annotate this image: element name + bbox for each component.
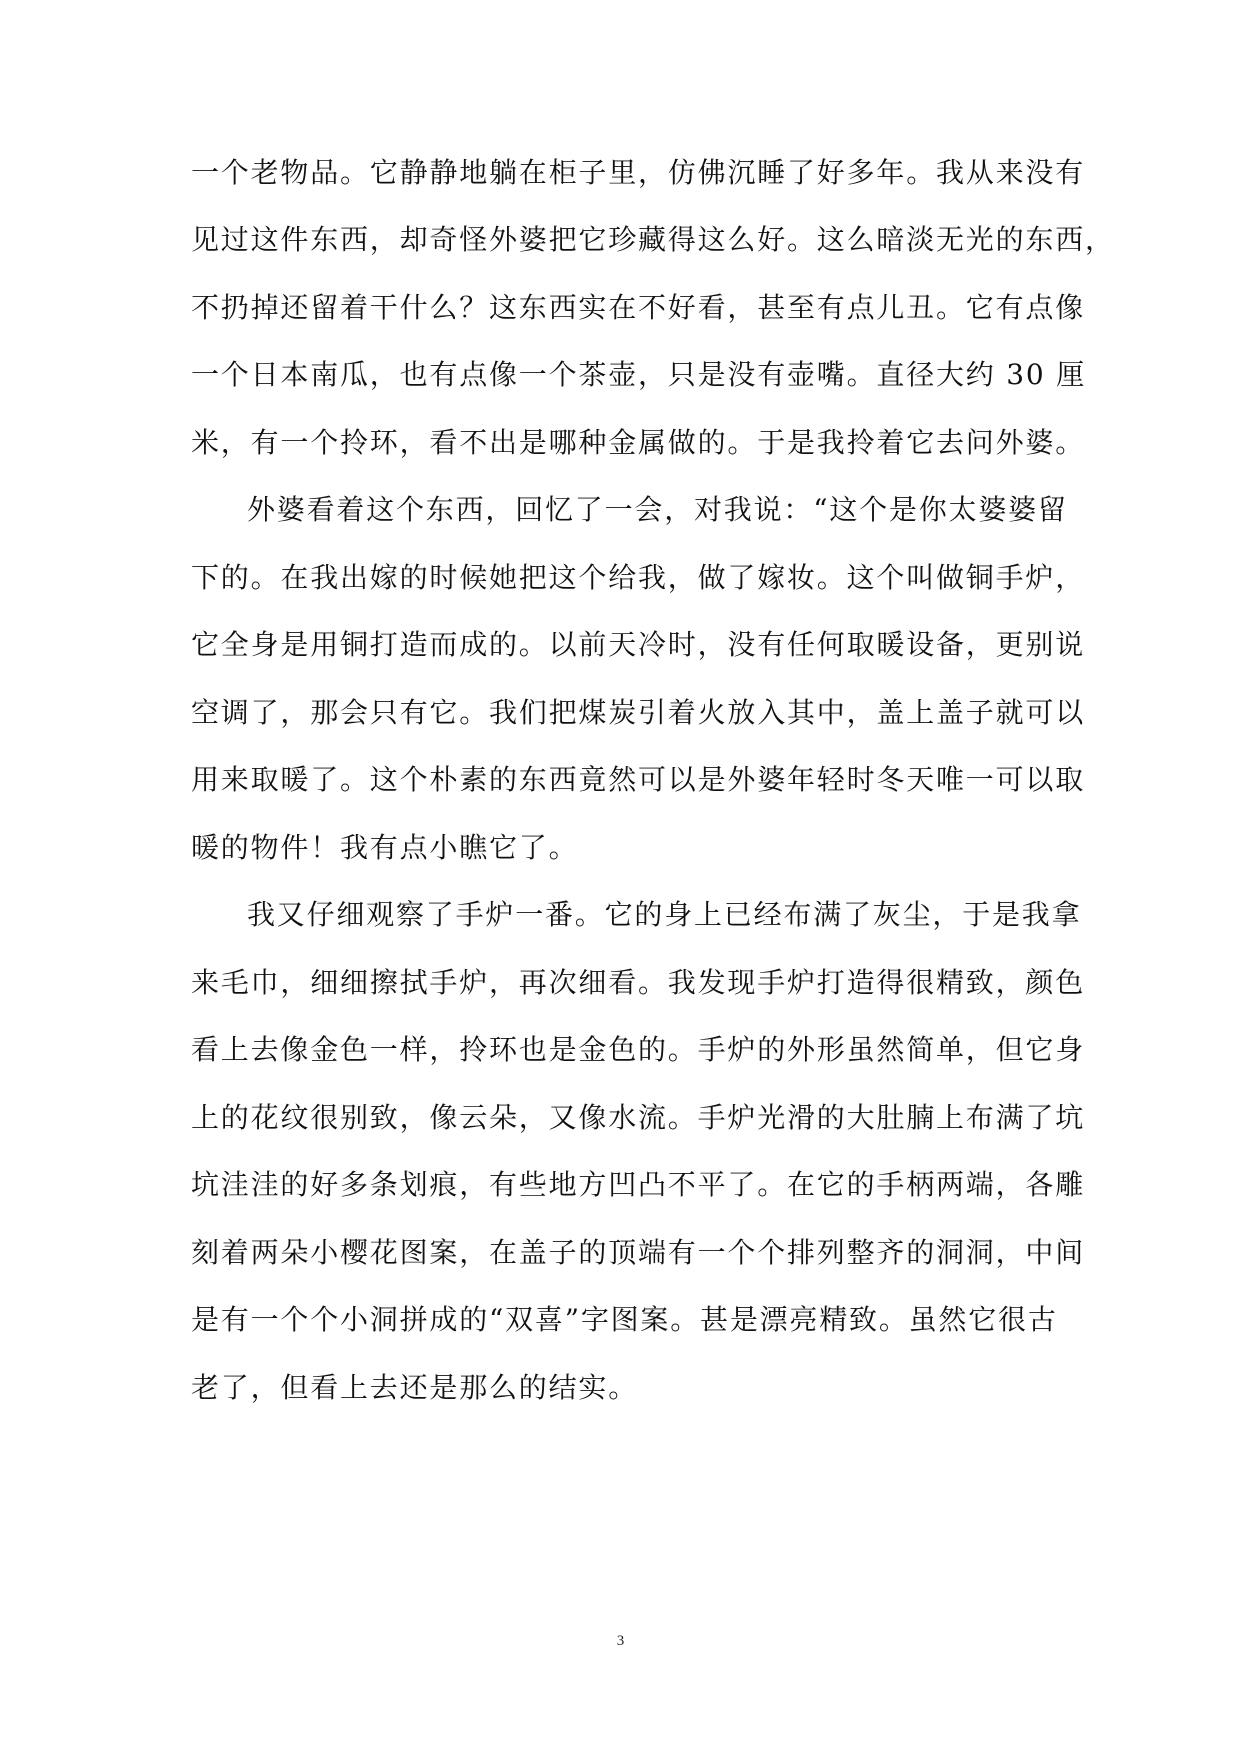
text-line: 看上去像金色一样，拎环也是金色的。手炉的外形虽然简单，但它身: [191, 1033, 1086, 1066]
text-line: 下的。在我出嫁的时候她把这个给我，做了嫁妆。这个叫做铜手炉，: [191, 561, 1086, 594]
text-line: 来毛巾，细细擦拭手炉，再次细看。我发现手炉打造得很精致，颜色: [191, 966, 1086, 999]
text-line: 米，有一个拎环，看不出是哪种金属做的。于是我拎着它去问外婆。: [191, 426, 1086, 459]
text-line: 见过这件东西，却奇怪外婆把它珍藏得这么好。这么暗淡无光的东西，: [191, 223, 1115, 256]
text-line: 不扔掉还留着干什么？这东西实在不好看，甚至有点儿丑。它有点像: [191, 291, 1086, 324]
text-line: 一个老物品。它静静地躺在柜子里，仿佛沉睡了好多年。我从来没有: [191, 156, 1086, 189]
text-line: 外婆看着这个东西，回忆了一会，对我说：“这个是你太婆婆留: [247, 493, 1068, 526]
text-line: 空调了，那会只有它。我们把煤炭引着火放入其中，盖上盖子就可以: [191, 696, 1086, 729]
text-line: 刻着两朵小樱花图案，在盖子的顶端有一个个排列整齐的洞洞，中间: [191, 1236, 1086, 1269]
text-line: 老了，但看上去还是那么的结实。: [191, 1371, 639, 1404]
text-line: 我又仔细观察了手炉一番。它的身上已经布满了灰尘，于是我拿: [247, 898, 1082, 931]
text-line: 是有一个个小洞拼成的“双喜”字图案。甚是漂亮精致。虽然它很古: [191, 1303, 1058, 1336]
text-line: 一个日本南瓜，也有点像一个茶壶，只是没有壶嘴。直径大约 30 厘: [191, 358, 1087, 391]
text-line: 上的花纹很别致，像云朵，又像水流。手炉光滑的大肚腩上布满了坑: [191, 1101, 1086, 1134]
text-line: 暖的物件！我有点小瞧它了。: [191, 831, 579, 864]
text-line: 它全身是用铜打造而成的。以前天冷时，没有任何取暖设备，更别说: [191, 628, 1086, 661]
text-line: 坑洼洼的好多条划痕，有些地方凹凸不平了。在它的手柄两端，各雕: [191, 1168, 1086, 1201]
text-line: 用来取暖了。这个朴素的东西竟然可以是外婆年轻时冬天唯一可以取: [191, 763, 1086, 796]
page-number: 3: [616, 1633, 625, 1649]
